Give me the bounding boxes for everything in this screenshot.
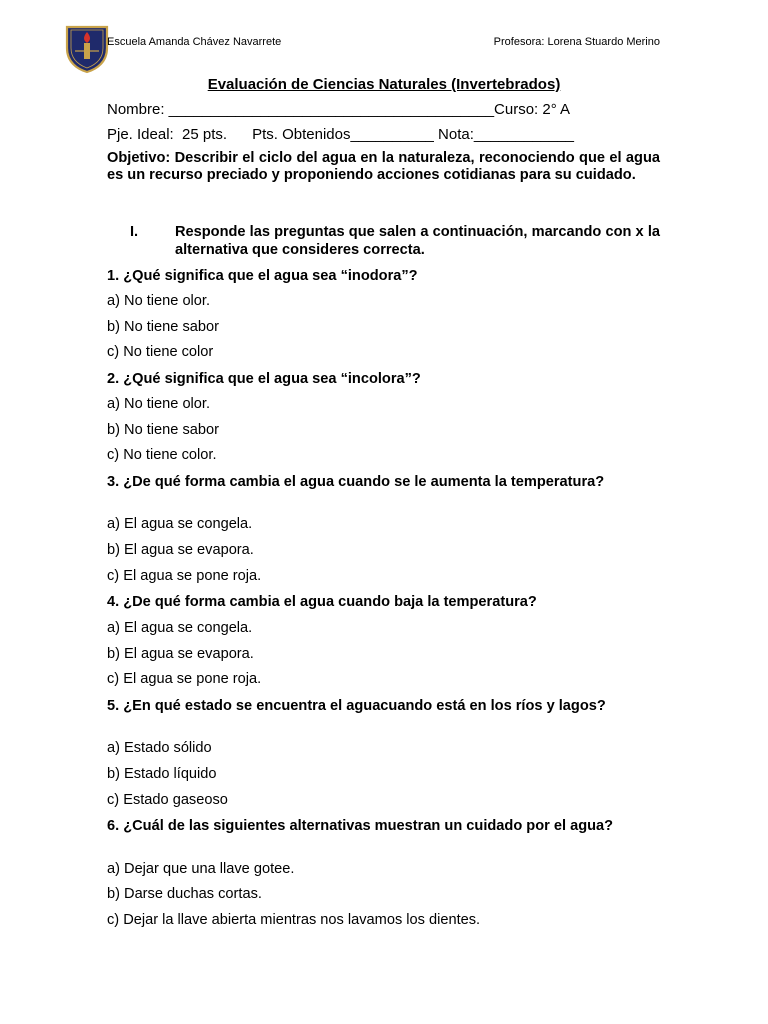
- score-line: Pje. Ideal: 25 pts. Pts. Obtenidos__________ Nota:____________: [107, 126, 575, 143]
- question-2-option-c[interactable]: c) No tiene color.: [107, 447, 217, 463]
- question-3-option-a[interactable]: a) El agua se congela.: [107, 516, 253, 532]
- question-2-option-b[interactable]: b) No tiene sabor: [107, 422, 219, 438]
- section-number: I.: [130, 224, 139, 240]
- question-4-option-c[interactable]: c) El agua se pone roja.: [107, 671, 262, 687]
- objective-paragraph: Objetivo: Describir el ciclo del agua en la naturaleza, reconociendo que el agua es un recurso preciado y proponiendo acciones cotidianas para su cuidado.: [107, 150, 660, 183]
- exam-title: Evaluación de Ciencias Naturales (Invertebrados): [207, 76, 561, 93]
- question-5-option-c[interactable]: c) Estado gaseoso: [107, 792, 228, 808]
- question-4-option-b[interactable]: b) El agua se evapora.: [107, 646, 254, 662]
- question-6-option-c[interactable]: c) Dejar la llave abierta mientras nos lavamos los dientes.: [107, 912, 481, 928]
- question-2: 2. ¿Qué significa que el agua sea “incolora”?: [107, 371, 421, 387]
- question-4: 4. ¿De qué forma cambia el agua cuando baja la temperatura?: [107, 594, 537, 610]
- question-1-option-b[interactable]: b) No tiene sabor: [107, 319, 219, 335]
- question-5-option-b[interactable]: b) Estado líquido: [107, 766, 217, 782]
- question-1: 1. ¿Qué significa que el agua sea “inodora”?: [107, 268, 418, 284]
- question-2-option-a[interactable]: a) No tiene olor.: [107, 396, 211, 412]
- question-4-option-a[interactable]: a) El agua se congela.: [107, 620, 253, 636]
- question-6: 6. ¿Cuál de las siguientes alternativas muestran un cuidado por el agua?: [107, 818, 614, 834]
- document-header: [64, 22, 664, 74]
- question-5-option-a[interactable]: a) Estado sólido: [107, 740, 212, 756]
- question-3: 3. ¿De qué forma cambia el agua cuando se le aumenta la temperatura?: [107, 474, 605, 490]
- section-instructions-text: Responde las preguntas que salen a continuación, marcando con x la alternativa que consideres correcta.: [175, 224, 660, 258]
- school-crest-logo: [64, 24, 110, 74]
- question-5: 5. ¿En qué estado se encuentra el aguacuando está en los ríos y lagos?: [107, 698, 606, 714]
- question-6-option-a[interactable]: a) Dejar que una llave gotee.: [107, 861, 295, 877]
- name-course-line: Nombre: _______________________________________Curso: 2° A: [107, 101, 571, 118]
- question-3-option-c[interactable]: c) El agua se pone roja.: [107, 568, 262, 584]
- question-1-option-a[interactable]: a) No tiene olor.: [107, 293, 211, 309]
- question-1-option-c[interactable]: c) No tiene color: [107, 344, 214, 360]
- school-name: Escuela Amanda Chávez Navarrete: [107, 36, 282, 48]
- question-3-option-b[interactable]: b) El agua se evapora.: [107, 542, 254, 558]
- question-6-option-b[interactable]: b) Darse duchas cortas.: [107, 886, 262, 902]
- teacher-name: Profesora: Lorena Stuardo Merino: [493, 36, 660, 48]
